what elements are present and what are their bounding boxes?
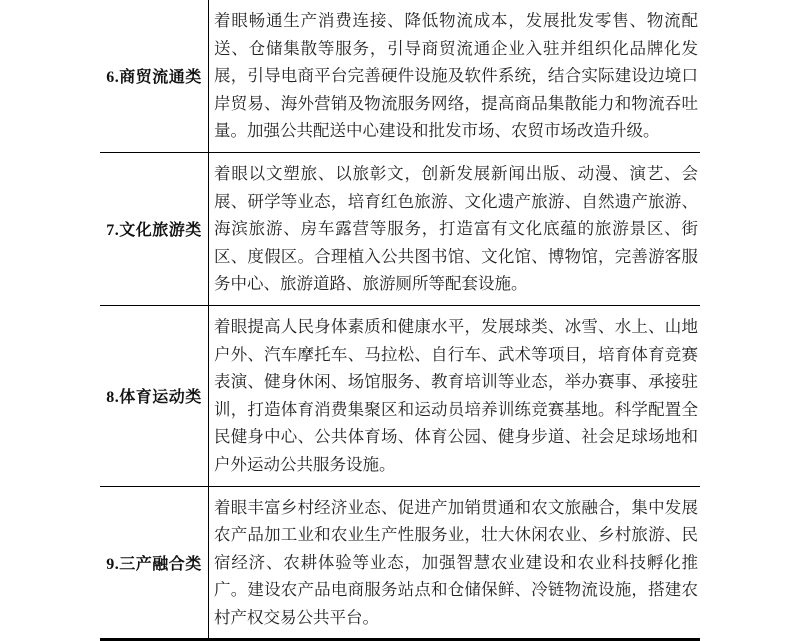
category-description: 着眼提高人民身体素质和健康水平，发展球类、冰雪、水上、山地户外、汽车摩托车、马拉松、自行车、武术等项目，培育体育竞赛表演、健身休闲、场馆服务、教育培训等业态，举办赛事、承接驻训，打造体育消费集聚区和运动员培养训练竞赛基地。科学配置全民健身中心、公共体育场、体育公园、健身步道、社会足球场地和户外运动公共服务设施。 bbox=[214, 316, 698, 474]
category-description: 着眼丰富乡村经济业态、促进产加销贯通和农文旅融合，集中发展农产品加工业和农业生产性服务业，壮大休闲农业、乡村旅游、民宿经济、农耕体验等业态，加强智慧农业建设和农业科技孵化推广。建设农产品电商服务站点和仓储保鲜、冷链物流设施，搭建农村产权交易公共平台。 bbox=[214, 497, 698, 627]
category-label: 6.商贸流通类 bbox=[106, 69, 202, 87]
category-table bbox=[100, 0, 700, 641]
table-row bbox=[100, 486, 700, 639]
table-row bbox=[100, 305, 700, 486]
table-row bbox=[100, 0, 700, 152]
table-row bbox=[100, 152, 700, 305]
category-label: 9.三产融合类 bbox=[106, 555, 202, 573]
category-description-cell bbox=[208, 487, 700, 639]
category-label: 8.体育运动类 bbox=[106, 389, 202, 407]
category-description: 着眼畅通生产消费连接、降低物流成本，发展批发零售、物流配送、仓储集散等服务，引导商贸流通企业入驻并组织化品牌化发展，引导电商平台完善硬件设施及软件系统，结合实际建设边境口岸贸易、海外营销及物流服务网络，提高商品集散能力和物流吞吐量。加强公共配送中心建设和批发市场、农贸市场改造升级。 bbox=[214, 11, 698, 141]
category-description-cell bbox=[208, 306, 700, 486]
category-label: 7.文化旅游类 bbox=[106, 222, 202, 240]
category-description: 着眼以文塑旅、以旅彰文，创新发展新闻出版、动漫、演艺、会展、研学等业态，培育红色旅游、文化遗产旅游、自然遗产旅游、海滨旅游、房车露营等服务，打造富有文化底蕴的旅游景区、街区、度假区。合理植入公共图书馆、文化馆、博物馆，完善游客服务中心、旅游道路、旅游厕所等配套设施。 bbox=[214, 163, 698, 294]
category-description-cell bbox=[208, 0, 700, 152]
category-description-cell bbox=[208, 153, 700, 305]
